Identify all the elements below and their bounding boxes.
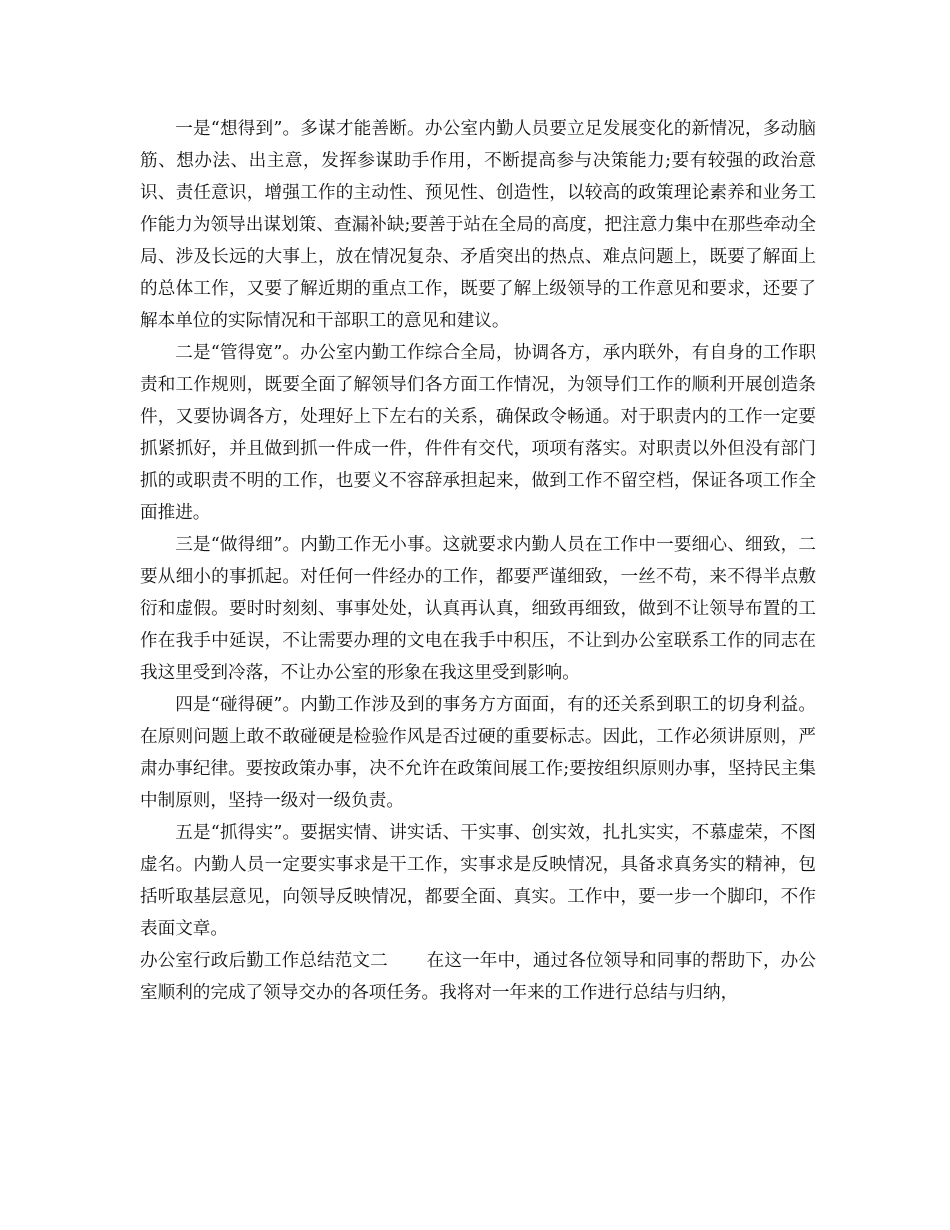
section-paragraph	[140, 945, 816, 1009]
section-heading: 办公室行政后勤工作总结范文二	[140, 951, 388, 971]
paragraph-2: 二是“管得宽”。办公室内勤工作综合全局，协调各方，承内联外，有自身的工作职责和工作规则，既要全面了解领导们各方面工作情况，为领导们工作的顺利开展创造条件，又要协调各方，处理好上下左右的关系，确保政令畅通。对于职责内的工作一定要抓紧抓好，并且做到抓一件成一件，件件有交代，项项有落实。对职责以外但没有部门抓的或职责不明的工作，也要义不容辞承担起来，做到工作不留空档，保证各项工作全面推进。	[140, 343, 816, 523]
paragraph-3: 三是“做得细”。内勤工作无小事。这就要求内勤人员在工作中一要细心、细致，二要从细小的事抓起。对任何一件经办的工作，都要严谨细致，一丝不苟，来不得半点敷衍和虚假。要时时刻刻、事事处处，认真再认真，细致再细致，做到不让领导布置的工作在我手中延误，不让需要办理的文电在我手中积压，不让到办公室联系工作的同志在我这里受到冷落，不让办公室的形象在我这里受到影响。	[140, 535, 816, 683]
document-body	[140, 113, 816, 1009]
paragraph-4: 四是“碰得硬”。内勤工作涉及到的事务方方面面，有的还关系到职工的切身利益。在原则问题上敢不敢碰硬是检验作风是否过硬的重要标志。因此，工作必须讲原则，严肃办事纪律。要按政策办事，决不允许在政策间展工作;要按组织原则办事，坚持民主集中制原则，坚持一级对一级负责。	[140, 695, 816, 811]
closing-text: 在这一年中，通过各位领导和同事的帮助下，办公室顺利的完成了领导交办的各项任务。我将对一年来的工作进行总结与归纳，	[140, 951, 816, 1003]
paragraph-1: 一是“想得到”。多谋才能善断。办公室内勤人员要立足发展变化的新情况，多动脑筋、想办法、出主意，发挥参谋助手作用，不断提高参与决策能力;要有较强的政治意识、责任意识，增强工作的主动性、预见性、创造性，以较高的政策理论素养和业务工作能力为领导出谋划策、查漏补缺;要善于站在全局的高度，把注意力集中在那些牵动全局、涉及长远的大事上，放在情况复杂、矛盾突出的热点、难点问题上，既要了解面上的总体工作，又要了解近期的重点工作，既要了解上级领导的工作意见和要求，还要了解本单位的实际情况和干部职工的意见和建议。	[140, 119, 816, 331]
paragraph-5: 五是“抓得实”。要据实情、讲实话、干实事、创实效，扎扎实实，不慕虚荣，不图虚名。内勤人员一定要实事求是干工作，实事求是反映情况，具备求真务实的精神，包括听取基层意见，向领导反映情况，都要全面、真实。工作中，要一步一个脚印，不作表面文章。	[140, 823, 816, 939]
